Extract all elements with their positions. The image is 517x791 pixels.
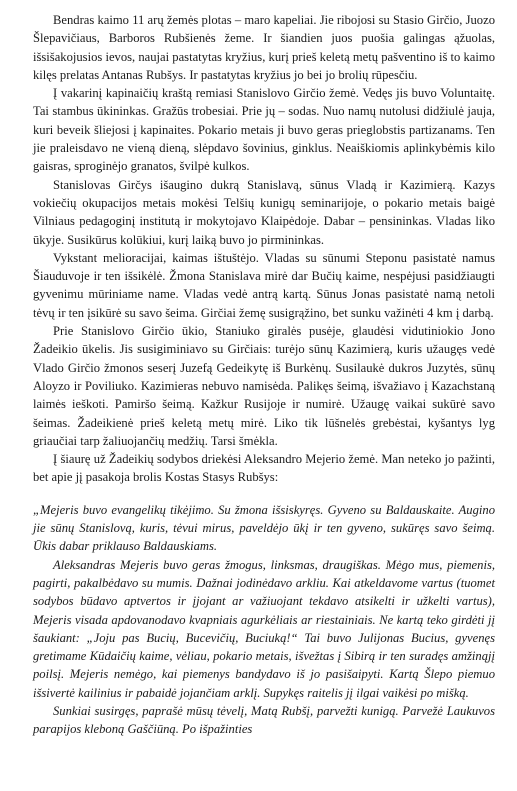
section-spacer	[33, 487, 495, 501]
paragraph-mejeris-intro: Į šiaurę už Žadeikių sodybos driekėsi Aleksandro Mejerio žemė. Man neteko jo pažinti, bet apie jį pasakoja brolis Kostas Stasys Rubšys:	[33, 452, 495, 485]
quote-paragraph-mejeris-character: Aleksandras Mejeris buvo geras žmogus, linksmas, draugiškas. Mėgo mus, piemenis, pagirti, pakalbėdavo su mumis. Dažnai jodinėdavo arkliu. Kai atkeldavome vartus (tuomet sodybos būdavo aptvertos ir įjojant ar važiuojant tekdavo atsikelti ir užkelti vartus), Mejeris visada apdovanodavo kvapniais agurkėliais ar riestainiais. Ne kartą teko girdėti jį šaukiant: „Joju pas Bucių, Bucevičių, Buciuką!“ Tai buvo Julijonas Bucius, gyvenęs gretimame Kūdaičių kaime, vėliau, pokario metais, išvežtas į Sibirą ir ten suradęs amžinąjį poilsį. Mejeris nemėgo, kai piemenys bandydavo iš jo pasišaipyti. Kartą Šlepo piemuo išsivertė kailinius ir pabaidė jojančiam arklį. Supykęs raitelis jį ilgai vaikėsi po mišką.	[33, 557, 495, 700]
paragraph-girtys-children: Stanislovas Girčys išaugino dukrą Stanislavą, sūnus Vladą ir Kazimierą. Kazys vokiečių okupacijos metais mokėsi Telšių kunigų seminarijoje, o pokario metais baigė Vilniaus pedagoginį institutą ir mokytojavo Klaipėdoje. Dabar – pensininkas. Vladas liko ūkyje. Susikūrus kolūkiui, kurį laiką buvo jo pirmininkas.	[33, 177, 495, 247]
quote-paragraph-mejeris-faith: „Mejeris buvo evangelikų tikėjimo. Su žmona išsiskyręs. Gyveno su Baldauskaite. Augino jie sūnų Stanislovą, kuris, tėvui mirus, paveldėjo ūkį ir ten gyveno, sukūręs savo šeimą. Ūkis dabar priklauso Baldauskiams.	[33, 502, 495, 554]
paragraph-cemetery: Bendras kaimo 11 arų žemės plotas – maro kapeliai. Jie ribojosi su Stasio Girčio, Juozo Šlepavičiaus, Barboros Rubšienės žeme. Ir šiandien juos puošia galingas ąžuolas, išsišakojusios ievos, naujai pastatytas kryžius, kurį prieš keletą metų pašventino iš to kaimo kilęs prelatas Antanas Rubšys. Ir pastatytas kryžius jo bei jo brolių rūpesčiu.	[33, 13, 495, 82]
quoted-testimony	[33, 501, 495, 739]
body-text	[33, 11, 495, 487]
paragraph-stanislovas-girtys-land: Į vakarinį kapinaičių kraštą remiasi Stanislovo Girčio žemė. Vedęs jis buvo Voluntaitę. Tai stambus ūkininkas. Gražūs trobesiai. Prie jų – sodas. Nuo namų nutolusi didžiulė jauja, kuri beveik šliejosi į kapinaites. Pokario metais ji buvo geras prieglobstis partizanams. Ten jie praleisdavo ne vieną dieną, slėpdavo šovinius, ginklus. Neaiškiomis aplinkybėmis kilo gaisras, sproginėjo granatos, švilpė kulkos.	[33, 86, 495, 174]
quote-paragraph-illness: Sunkiai susirgęs, paprašė mūsų tėvelį, Matą Rubšį, parvežti kunigą. Parvežė Laukuvos parapijos kleboną Gaščiūną. Po išpažinties	[33, 703, 495, 737]
document-page	[33, 11, 495, 739]
paragraph-melioration: Vykstant melioracijai, kaimas ištuštėjo. Vladas su sūnumi Steponu pasistatė namus Šiauduvoje ir ten išsikėlė. Žmona Stanislava mirė dar Bučių kaime, nespėjusi pasidžiaugti gyvenimu mūriniame name. Vladas vedė antrą kartą. Sūnus Jonas pasistatė namą netoli tėvų ir ten įsikūrė su savo šeima. Girčiai žemę susigrąžino, bet sunku važinėti 4 km į darbą.	[33, 250, 495, 320]
paragraph-zadeikis-farm: Prie Stanislovo Girčio ūkio, Staniuko giralės pusėje, glaudėsi vidutiniokio Jono Žadeikio ūkelis. Jis susigiminiavo su Girčiais: turėjo sūnų Kazimierą, kuris užaugęs vedė Vlado Girčio žmonos seserį Juzefą Gedeikytę iš Burkėnų. Susilaukė dukros Juzytės, sūnų Aloyzo ir Poviliuko. Kazimieras nebuvo namisėda. Palikęs šeimą, išvažiavo į Kazachstaną laimės ieškoti. Pamiršo šeimą. Kažkur Rusijoje ir numirė. Užaugę vaikai sukūrė savo šeimas. Žadeikienė prieš keletą metų mirė. Liko tik lūšnelės grebėstai, kyšantys lyg griaučiai tarp žaliuojančių medžių. Tarsi šmėkla.	[33, 324, 495, 448]
